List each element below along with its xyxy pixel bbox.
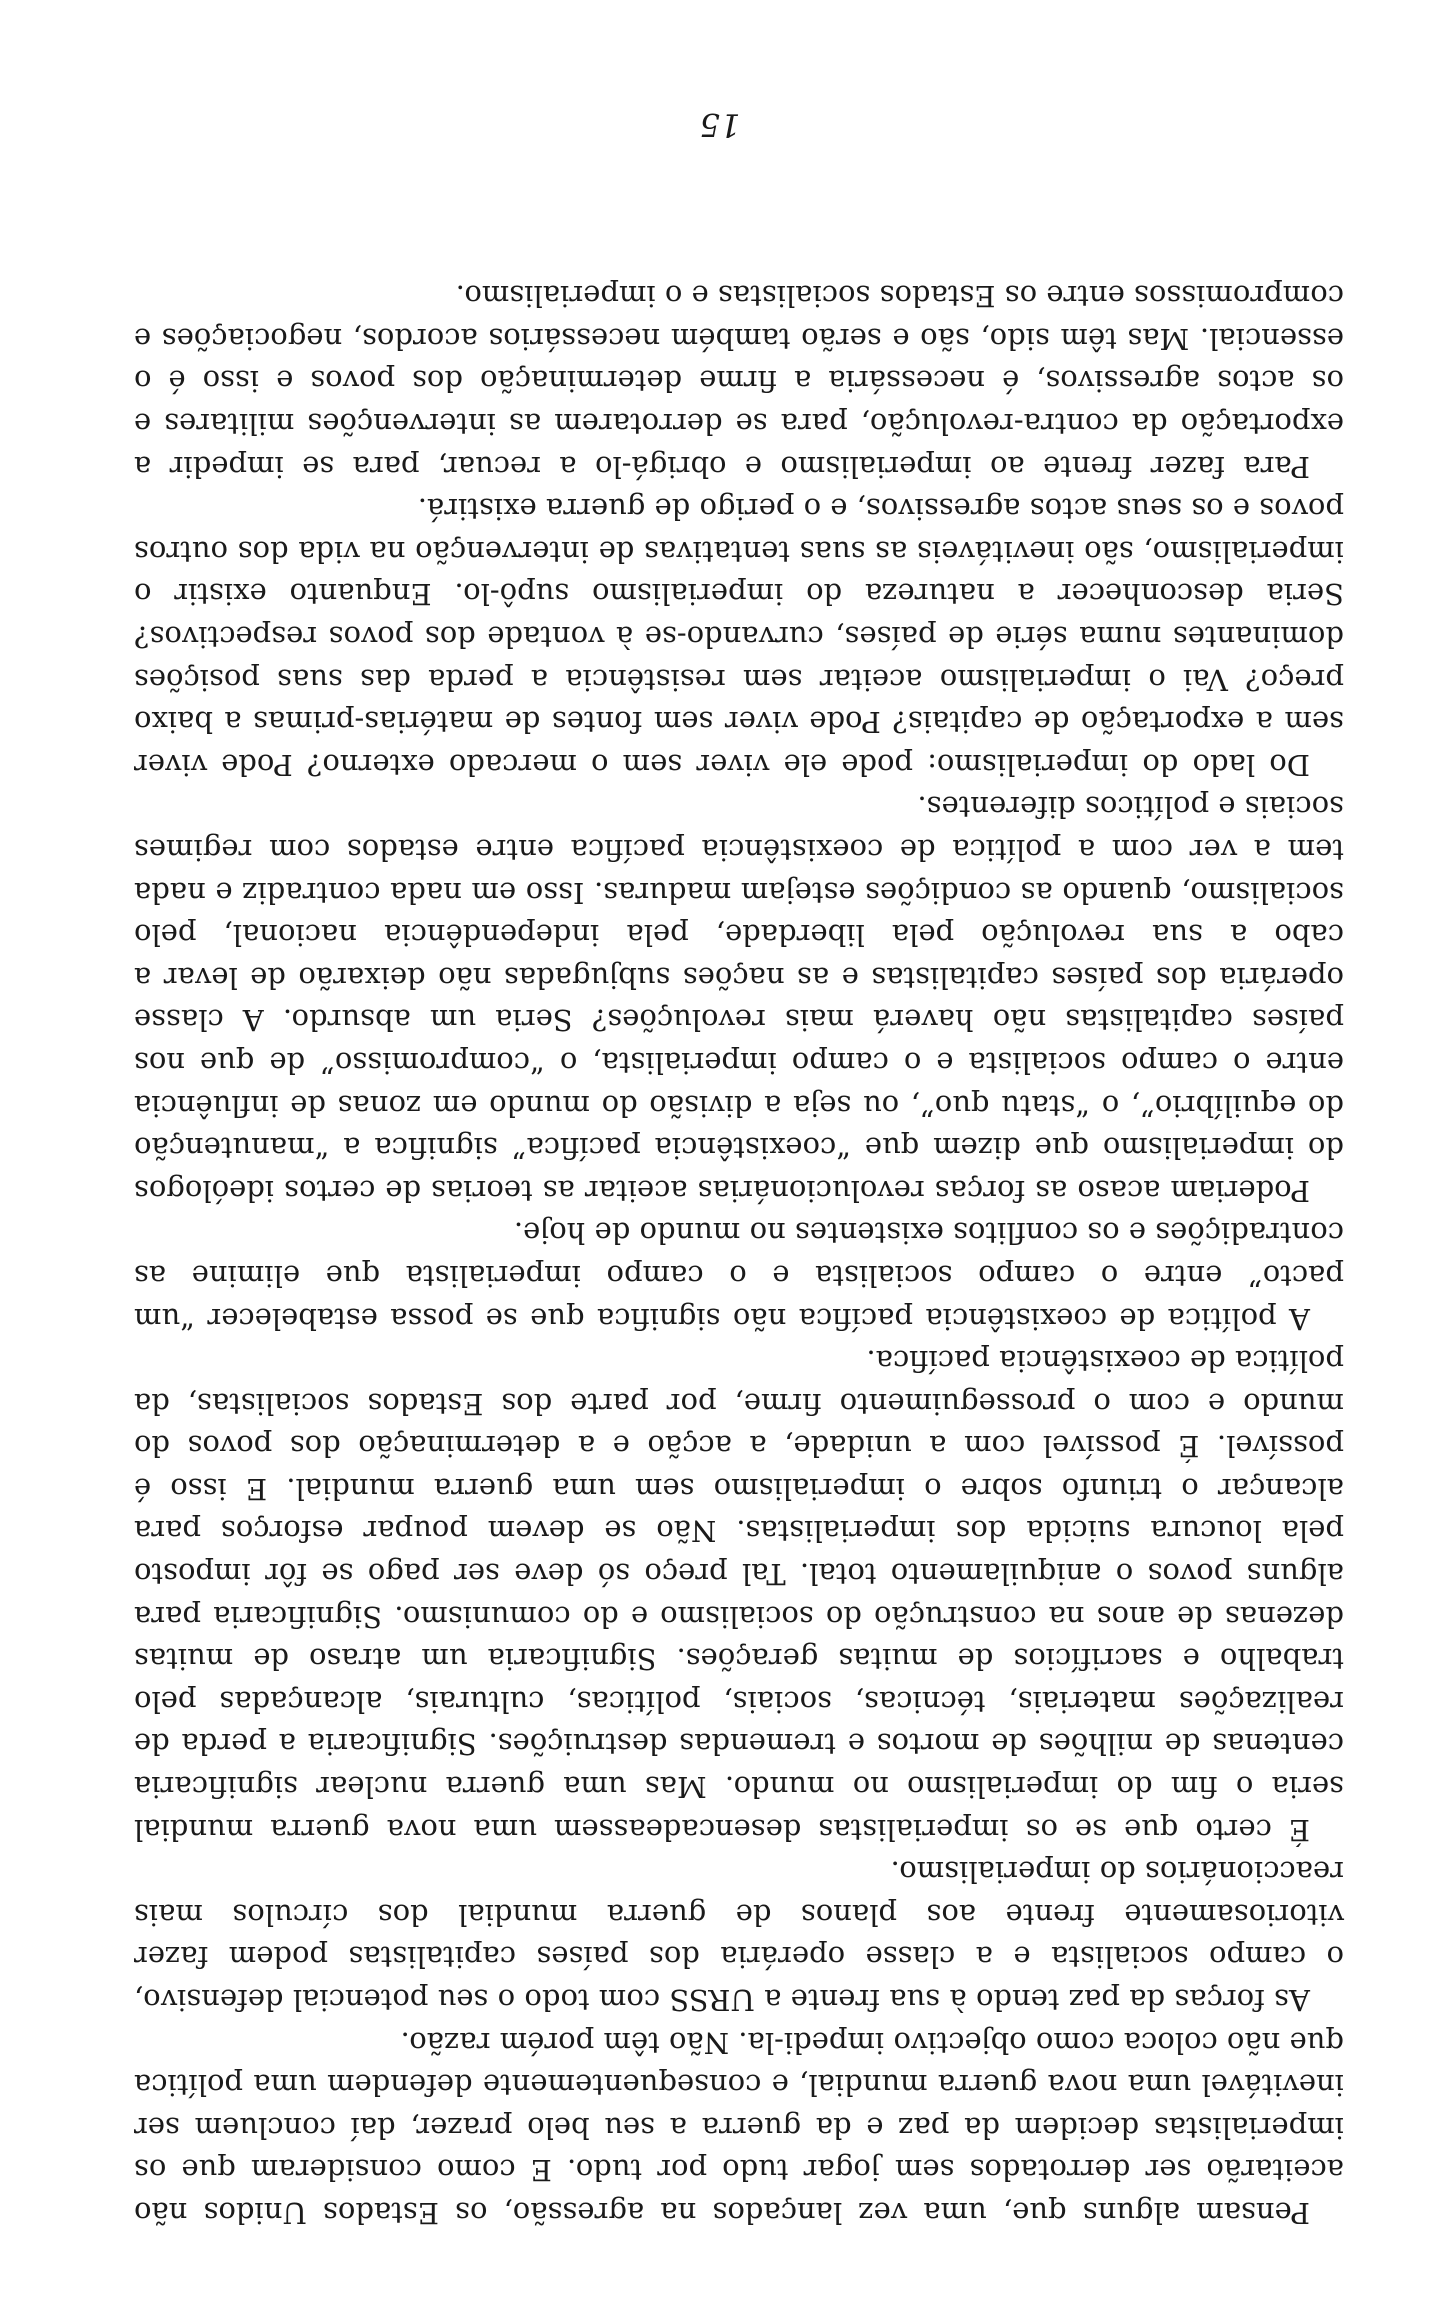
page-number: 15 [699, 106, 741, 144]
paragraph: Para fazer frente ao imperialismo e obrigá-lo a recuar, para se impedir a exportação da contra-revolução, para se derrotarem as intervenções militares e os actos agressivos, é necessária a firme determinação dos povos e isso é o essencial. Mas têm sido, são e serão também necessários acordos, negociações e compromissos entre os Estados socialistas e o imperialismo. [134, 279, 1344, 484]
paragraph: Pensam alguns que, uma vez lançados na agressão, os Estados Unidos não aceitarão ser derrotados sem jogar tudo por tudo. E como consideram que os imperialistas decidem da paz e da guerra a seu belo prazer, daí concluem ser inevitável uma nova guerra mundial, e consequentemente defendem uma política que não coloca como objectivo impedi-la. Não têm porém razão. [134, 2025, 1344, 2230]
paragraph: As forças da paz tendo à sua frente a URSS com todo o seu potencial defensivo, o campo socialista e a classe operária dos países capitalistas podem fazer vitoriosamente frente aos planos de guerra mundial dos círculos mais reaccionários do imperialismo. [134, 1855, 1344, 2018]
body-text [134, 275, 1344, 2234]
paragraph: É certo que se os imperialistas desencadeassem uma nova guerra mundial seria o fim do imperialismo no mundo. Mas uma guerra nuclear significaria centenas de milhões de mortos e tremendas destruições. Significaria a perda de realizações materiais, técnicas, sociais, políticas, culturais, alcançadas pelo trabalho e sacrifícios de muitas gerações. Significaria um atraso de muitas dezenas de anos na construção do socialismo e do comunismo. Significaria para alguns povos o aniquilamento total. Tal preço só deve ser pago se fôr imposto pela loucura suicida dos imperialistas. Não se devem poupar esforços para alcançar o triunfo sobre o imperialismo sem uma guerra mundial. E isso é possível. É possível com a unidade, a acção e a determinação dos povos do mundo e com o prosseguimento firme, por parte dos Estados socialistas, da política de coexistência pacífica. [134, 1344, 1344, 1847]
paragraph: Poderiam acaso as forças revolucionárias aceitar as teorias de certos ideólogos do imperialismo que dizem que “coexistência pacífica” significa a “manutenção do equilíbrio”, o “statu quo”, ou seja a divisão do mundo em zonas de influência entre o campo socialista e o campo imperialista, o “compromisso” de que nos países capitalistas não haverá mais revoluções? Seria um absurdo. A classe operária dos países capitalistas e as nações subjugadas não deixarão de levar a cabo a sua revolução pela liberdade, pela independência nacional, pelo socialismo, quando as condições estejam maduras. Isso em nada contradiz e nada tem a ver com a política de coexistência pacífica entre estados com regimes sociais e políticos diferentes. [134, 790, 1344, 1208]
paragraph: Do lado do imperialismo: pode ele viver sem o mercado externo? Pode viver sem a exportação de capitais? Pode viver sem fontes de matérias-primas a baixo preço? Vai o imperialismo aceitar sem resistência a perda das suas posições dominantes numa série de países, curvando-se à vontade dos povos respectivos? Seria desconhecer a natureza do imperialismo supô-lo. Enquanto existir o imperialismo, são inevitáveis as suas tentativas de intervenção na vida dos outros povos e os seus actos agressivos, e o perigo de guerra existirá. [134, 492, 1344, 782]
paragraph: A política de coexistência pacífica não significa que se possa estabelecer “um pacto” entre o campo socialista e o campo imperialista que elimine as contradições e os conflitos existentes no mundo de hoje. [134, 1216, 1344, 1336]
